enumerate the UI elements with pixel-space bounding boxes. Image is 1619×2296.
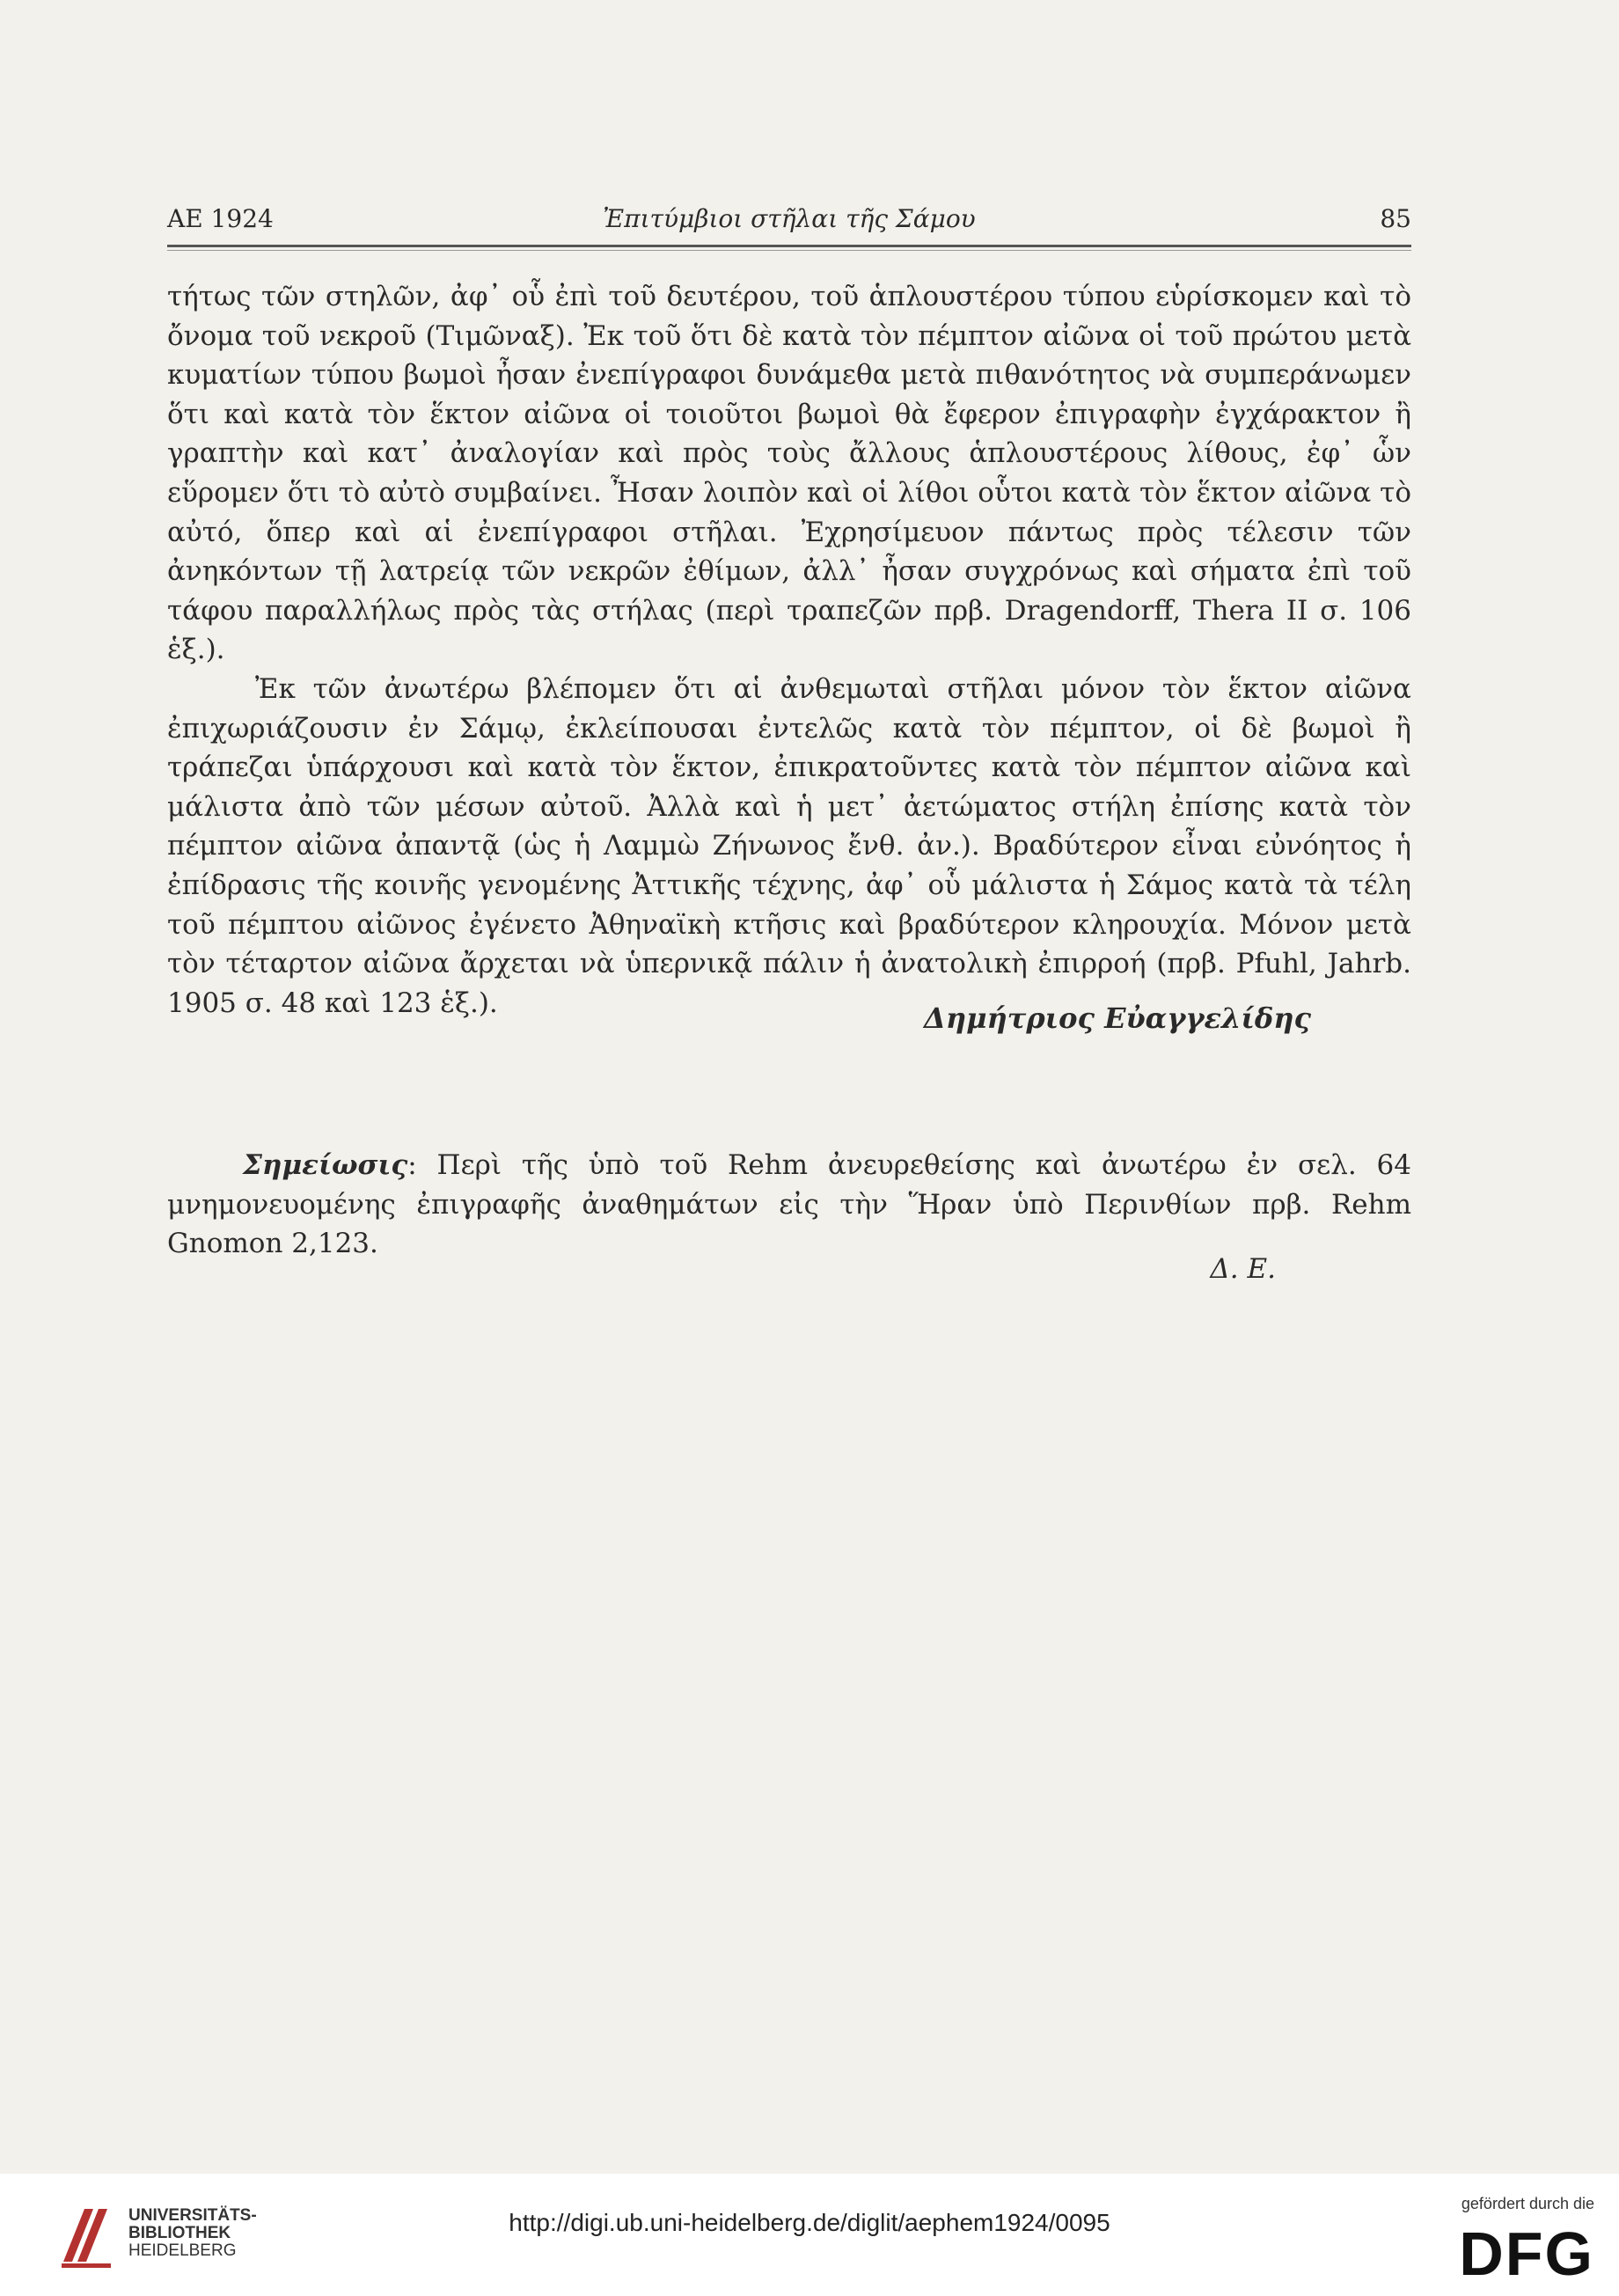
library-name-line: HEIDELBERG bbox=[128, 2241, 237, 2260]
note-label: Σημείωσις bbox=[243, 1149, 408, 1181]
author-signature: Δημήτριος Εὐαγγελίδης bbox=[924, 1001, 1311, 1035]
journal-volume: ΑΕ 1924 bbox=[167, 204, 274, 233]
dfg-logo: DFG bbox=[1459, 2219, 1594, 2288]
library-name-line: UNIVERSITÄTS- bbox=[128, 2206, 257, 2225]
paragraph: Ἐκ τῶν ἀνωτέρω βλέπομεν ὅτι αἱ ἀνθεμωταὶ στῆλαι μόνον τὸν ἕκτον αἰῶνα ἐπιχωριάζουσιν ἐν Σάμῳ, ἐκλείπουσαι ἐντελῶς κατὰ τὸν πέμπτον, οἱ δὲ βωμοὶ ἢ τράπεζαι ὑπάρχουσι καὶ κατὰ τὸν ἕκτον, ἐπικρατοῦντες κατὰ τὸν πέμπτον αἰῶνα καὶ μάλιστα ἀπὸ τῶν μέσων αὐτοῦ. Ἀλλὰ καὶ ἡ μετ᾽ ἀετώματος στήλη ἐπίσης κατὰ τὸν πέμπτον αἰῶνα ἀπαντᾷ (ὡς ἡ Λαμμὼ Ζήνωνος ἔνθ. ἀν.). Βραδύτερον εἶναι εὐνόητος ἡ ἐπίδρασις τῆς κοινῆς γενομένης Ἀττικῆς τέχνης, ἀφ᾽ οὗ μάλιστα ἡ Σάμος κατὰ τὰ τέλη τοῦ πέμπτου αἰῶνος ἐγένετο Ἀθηναϊκὴ κτῆσις καὶ βραδύτερον κληρουχία. Μόνον μετὰ τὸν τέταρτον αἰῶνα ἄρχεται νὰ ὑπερνικᾷ πάλιν ἡ ἀνατολικὴ ἐπιρροή (πρβ. Pfuhl, Jahrb. 1905 σ. 48 καὶ 123 ἑξ.). bbox=[167, 672, 1411, 1019]
running-header bbox=[167, 204, 1411, 239]
viewer-footer bbox=[0, 2174, 1619, 2296]
funded-by-label: gefördert durch die bbox=[1461, 2195, 1594, 2212]
note-text: : Περὶ τῆς ὑπὸ τοῦ Rehm ἀνευρεθείσης καὶ ἀνωτέρω ἐν σελ. 64 μνημονευομένης ἐπιγραφῆς ἀναθημάτων εἰς τὴν Ἥραν ὑπὸ Περινθίων πρβ. Rehm Gnomon 2,123. bbox=[167, 1149, 1411, 1260]
body-text bbox=[167, 277, 1411, 1023]
permalink-url[interactable]: http://digi.ub.uni-heidelberg.de/diglit/aephem1924/0095 bbox=[509, 2209, 1110, 2236]
note-initials: Δ. Ε. bbox=[1210, 1253, 1276, 1285]
header-rule-thin bbox=[167, 250, 1411, 251]
library-name-line: BIBLIOTHEK bbox=[128, 2224, 231, 2242]
running-title: Ἐπιτύμβιοι στῆλαι τῆς Σάμου bbox=[603, 204, 976, 233]
header-rule bbox=[167, 245, 1411, 247]
page-number: 85 bbox=[1380, 204, 1411, 233]
paragraph: τήτως τῶν στηλῶν, ἀφ᾽ οὗ ἐπὶ τοῦ δευτέρου, τοῦ ἁπλουστέρου τύπου εὑρίσκομεν καὶ τὸ ὄνομα τοῦ νεκροῦ (Τιμῶναξ). Ἐκ τοῦ ὅτι δὲ κατὰ τὸν πέμπτον αἰῶνα οἱ τοῦ πρώτου μετὰ κυματίων τύπου βωμοὶ ἦσαν ἐνεπίγραφοι δυνάμεθα μετὰ πιθανότητος νὰ συμπεράνωμεν ὅτι καὶ κατὰ τὸν ἕκτον αἰῶνα οἱ τοιοῦτοι βωμοὶ θὰ ἔφερον ἐπιγραφὴν ἐγχάρακτον ἢ γραπτὴν καὶ κατ᾽ ἀναλογίαν καὶ πρὸς τοὺς ἄλλους ἁπλουστέρους λίθους, ἐφ᾽ ὧν εὕρομεν ὅτι τὸ αὐτὸ συμβαίνει. Ἦσαν λοιπὸν καὶ οἱ λίθοι οὗτοι κατὰ τὸν ἕκτον αἰῶνα τὸ αὐτό, ὅπερ καὶ αἱ ἐνεπίγραφοι στῆλαι. Ἐχρησίμευον πάντως πρὸς τέλεσιν τῶν ἀνηκόντων τῇ λατρείᾳ τῶν νεκρῶν ἐθίμων, ἀλλ᾽ ἦσαν συγχρόνως καὶ σήματα ἐπὶ τοῦ τάφου παραλλήλως πρὸς τὰς στήλας (περὶ τραπεζῶν πρβ. Dragendorff, Thera II σ. 106 ἑξ.). bbox=[167, 281, 1411, 666]
footnote bbox=[167, 1146, 1411, 1264]
